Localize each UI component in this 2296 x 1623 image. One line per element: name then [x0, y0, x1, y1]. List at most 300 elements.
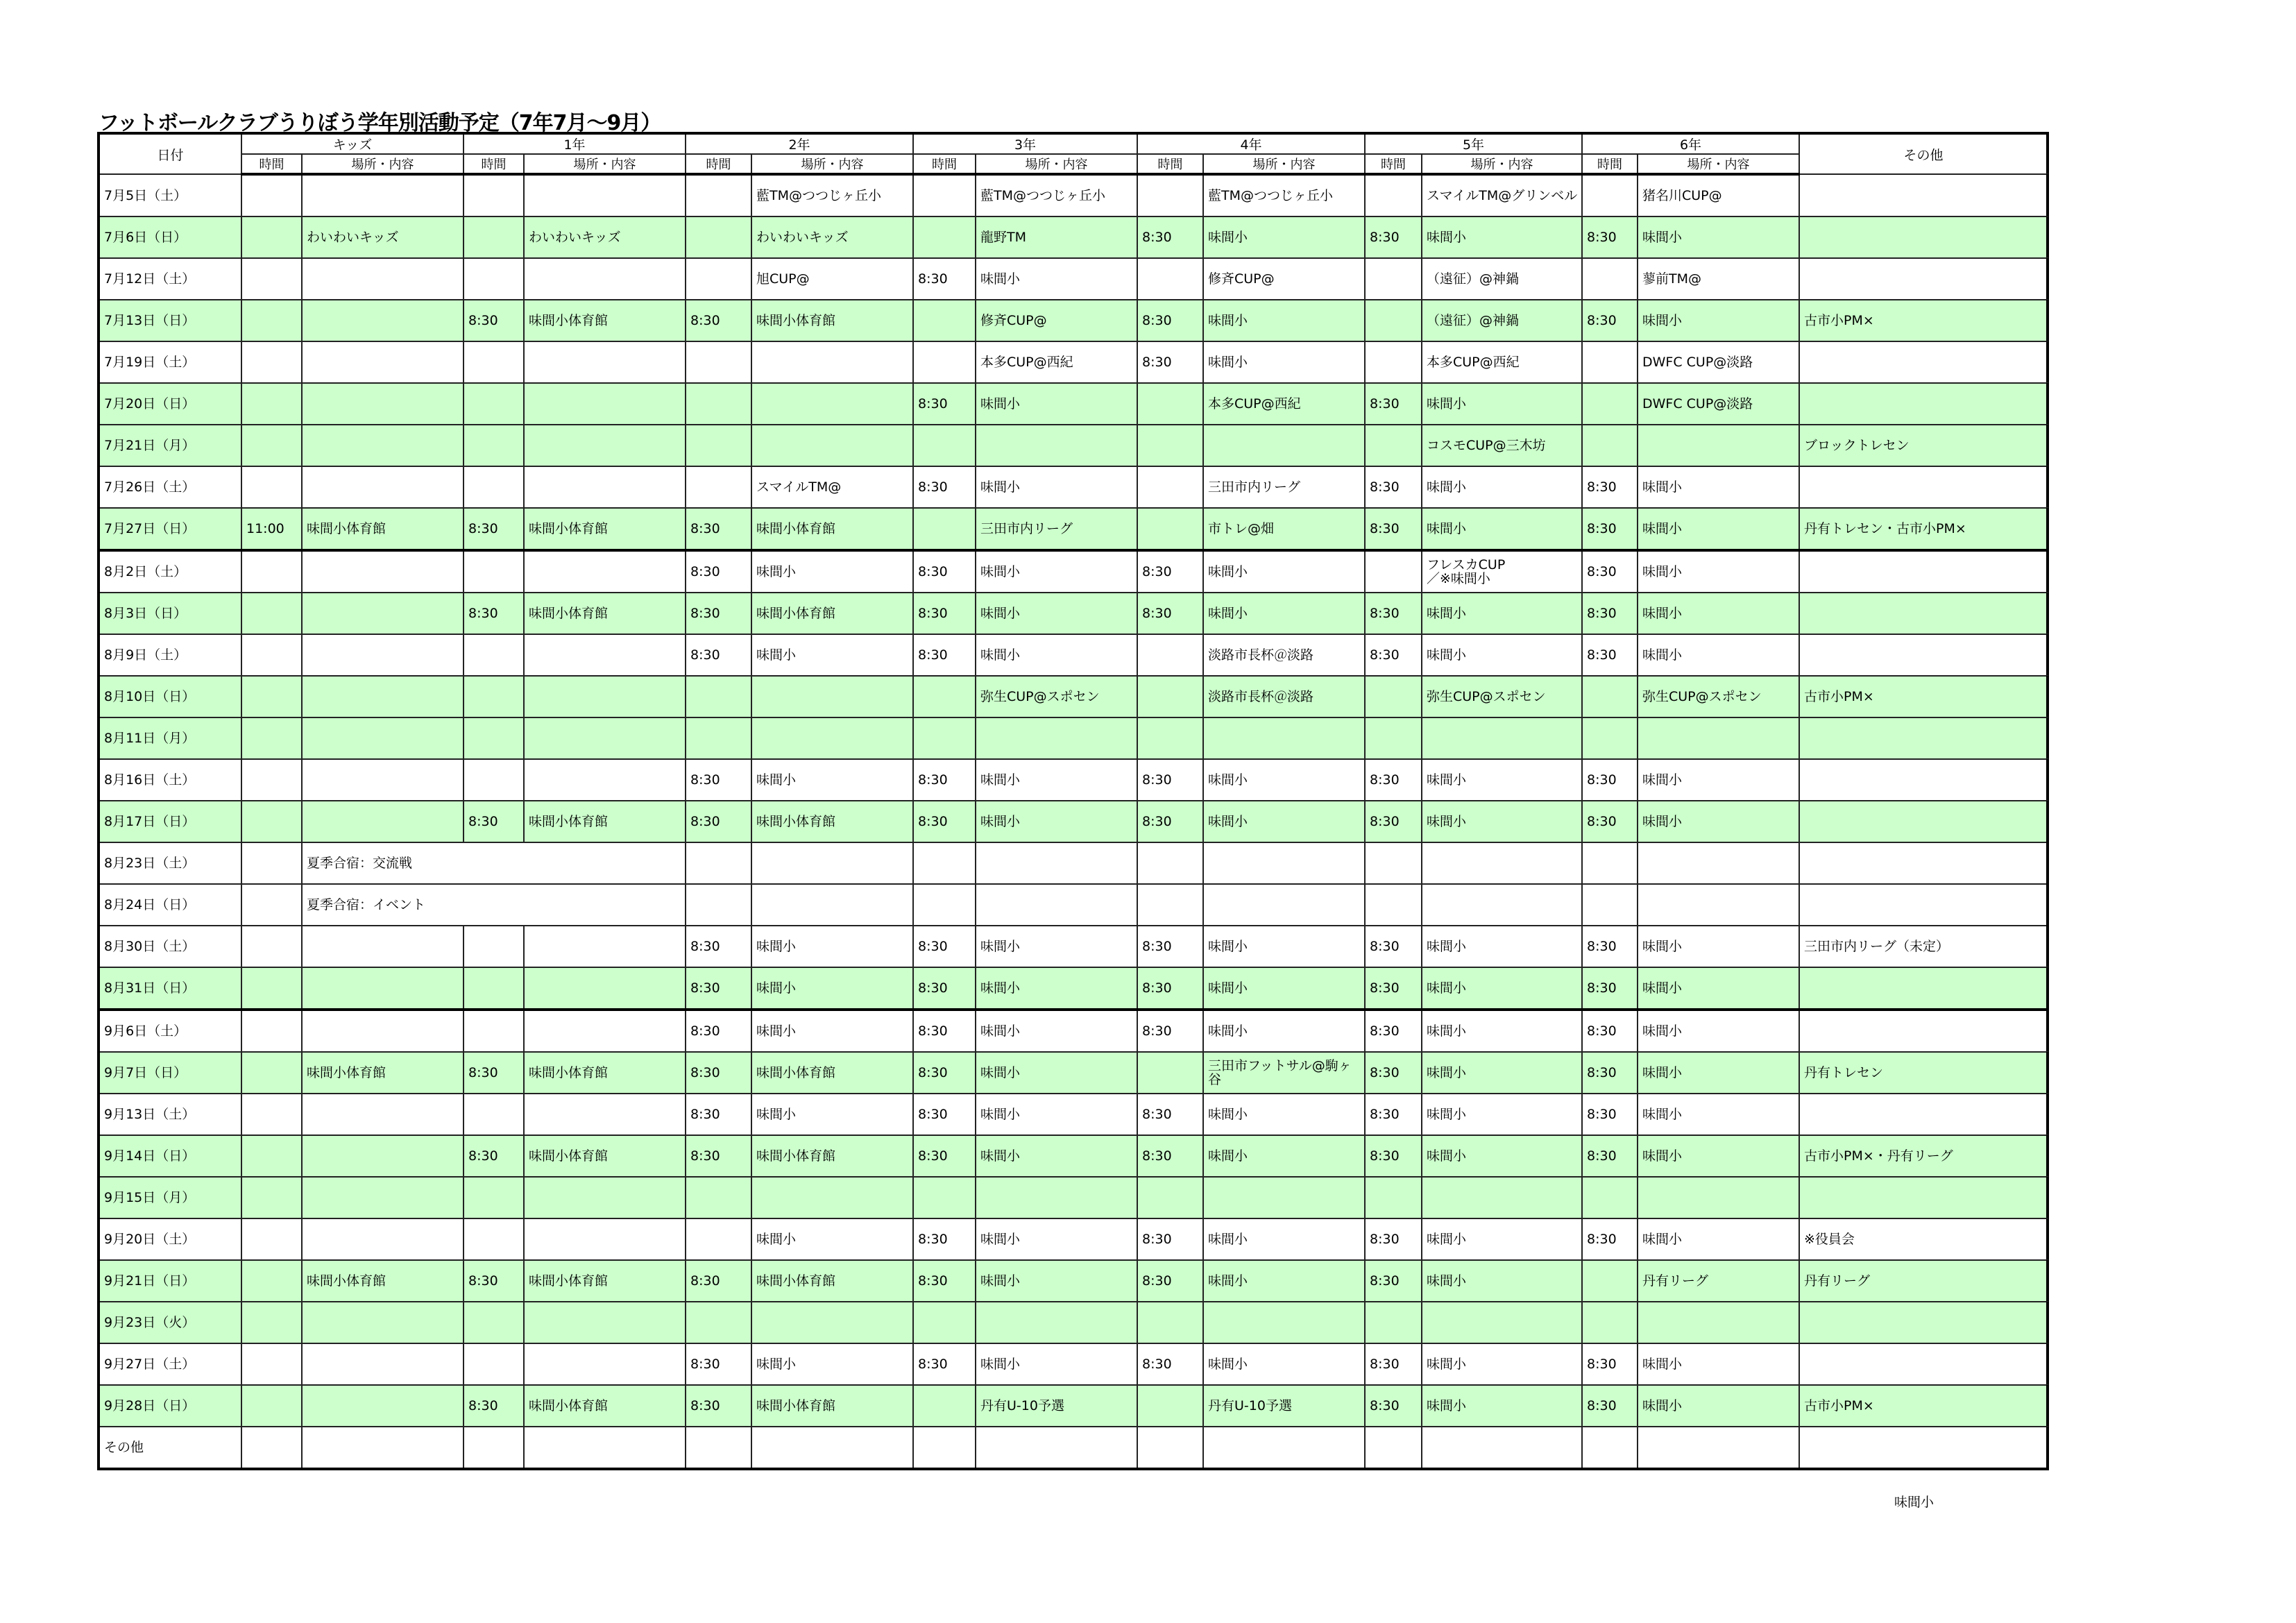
place-cell: [302, 1177, 464, 1218]
time-cell: [1137, 1427, 1203, 1469]
place-cell: 味間小体育館: [751, 1385, 913, 1427]
time-cell: [241, 341, 302, 383]
time-cell: [913, 341, 976, 383]
schedule-row: [99, 717, 2048, 759]
place-cell: 味間小: [976, 593, 1137, 634]
place-cell: 味間小: [1638, 593, 1799, 634]
place-cell: [302, 425, 464, 466]
time-cell: [241, 717, 302, 759]
time-cell: [1365, 1427, 1422, 1469]
time-cell: 8:30: [1365, 801, 1422, 842]
time-cell: [1582, 425, 1638, 466]
place-cell: [524, 926, 686, 967]
time-cell: [1582, 1302, 1638, 1343]
header-other: その他: [1799, 133, 2048, 174]
place-cell: [524, 174, 686, 216]
time-cell: [241, 1302, 302, 1343]
place-cell: [302, 383, 464, 425]
time-cell: 8:30: [1582, 926, 1638, 967]
other-cell: [1799, 1427, 2048, 1469]
place-cell: わいわいキッズ: [751, 216, 913, 258]
place-cell: 味間小: [1638, 1010, 1799, 1052]
time-cell: [686, 383, 751, 425]
time-cell: [1582, 1427, 1638, 1469]
place-cell: [302, 1218, 464, 1260]
place-cell: [751, 425, 913, 466]
date-cell: 9月23日（火）: [99, 1302, 241, 1343]
time-cell: [1365, 425, 1422, 466]
time-cell: 8:30: [1365, 926, 1422, 967]
schedule-row: [99, 341, 2048, 383]
place-cell: 味間小: [1203, 216, 1365, 258]
time-cell: 8:30: [1582, 1343, 1638, 1385]
time-cell: 8:30: [686, 550, 751, 593]
place-cell: 味間小: [1422, 508, 1582, 550]
time-cell: 8:30: [464, 1385, 524, 1427]
header-group-kids: キッズ: [241, 133, 464, 154]
place-cell: 味間小体育館: [751, 1260, 913, 1302]
place-cell: 蓼前TM@: [1638, 258, 1799, 300]
time-cell: [913, 842, 976, 884]
time-cell: [464, 926, 524, 967]
time-cell: 8:30: [1365, 967, 1422, 1010]
time-cell: [241, 1177, 302, 1218]
time-cell: 8:30: [1365, 593, 1422, 634]
time-cell: [464, 1010, 524, 1052]
time-cell: 8:30: [686, 759, 751, 801]
place-cell: 味間小体育館: [751, 300, 913, 341]
time-cell: 8:30: [1582, 1135, 1638, 1177]
time-cell: [464, 676, 524, 717]
place-cell: 味間小: [976, 466, 1137, 508]
place-cell: [751, 842, 913, 884]
other-cell: [1799, 717, 2048, 759]
place-cell: 味間小: [1422, 759, 1582, 801]
place-cell: 味間小: [1638, 1385, 1799, 1427]
time-cell: 8:30: [1365, 466, 1422, 508]
time-cell: [913, 216, 976, 258]
place-cell: [302, 174, 464, 216]
schedule-row: [99, 1094, 2048, 1135]
time-cell: 8:30: [1365, 1260, 1422, 1302]
place-cell: 味間小体育館: [751, 593, 913, 634]
place-cell: 淡路市長杯＠淡路: [1203, 634, 1365, 676]
time-cell: 8:30: [464, 593, 524, 634]
time-cell: [241, 1135, 302, 1177]
place-cell: 味間小: [1422, 1135, 1582, 1177]
other-cell: 丹有トレセン・古市小PM×: [1799, 508, 2048, 550]
place-cell: [302, 300, 464, 341]
place-cell: [524, 676, 686, 717]
date-cell: 7月26日（土）: [99, 466, 241, 508]
time-cell: 8:30: [686, 300, 751, 341]
place-cell: 味間小: [1422, 1218, 1582, 1260]
time-cell: [1365, 341, 1422, 383]
time-cell: [241, 1052, 302, 1094]
date-cell: 8月17日（日）: [99, 801, 241, 842]
place-cell: 味間小: [1203, 1343, 1365, 1385]
time-cell: 8:30: [464, 1135, 524, 1177]
time-cell: [241, 1260, 302, 1302]
time-cell: [241, 801, 302, 842]
place-cell: [524, 341, 686, 383]
schedule-row: [99, 258, 2048, 300]
other-cell: [1799, 1010, 2048, 1052]
time-cell: 8:30: [913, 466, 976, 508]
schedule-row: [99, 967, 2048, 1010]
date-cell: 8月30日（土）: [99, 926, 241, 967]
time-cell: 8:30: [1365, 1343, 1422, 1385]
schedule-row: [99, 1177, 2048, 1218]
time-cell: [686, 717, 751, 759]
time-cell: 8:30: [686, 1010, 751, 1052]
header-place: 場所・内容: [524, 154, 686, 174]
camp-span-cell: 夏季合宿：交流戦: [302, 842, 686, 884]
date-cell: 9月14日（日）: [99, 1135, 241, 1177]
time-cell: 8:30: [1137, 1010, 1203, 1052]
time-cell: [464, 634, 524, 676]
place-cell: [524, 759, 686, 801]
place-cell: [1203, 1302, 1365, 1343]
place-cell: [524, 967, 686, 1010]
place-cell: [1422, 717, 1582, 759]
date-cell: 8月23日（土）: [99, 842, 241, 884]
date-cell: 9月21日（日）: [99, 1260, 241, 1302]
place-cell: [1203, 717, 1365, 759]
time-cell: [1365, 1177, 1422, 1218]
place-cell: [302, 1010, 464, 1052]
place-cell: [751, 717, 913, 759]
time-cell: [686, 1177, 751, 1218]
time-cell: 8:30: [1137, 216, 1203, 258]
time-cell: 8:30: [1582, 1052, 1638, 1094]
place-cell: 淡路市長杯＠淡路: [1203, 676, 1365, 717]
place-cell: [751, 1177, 913, 1218]
place-cell: 味間小体育館: [302, 1260, 464, 1302]
time-cell: [241, 1010, 302, 1052]
time-cell: [1582, 1177, 1638, 1218]
time-cell: 8:30: [1365, 1052, 1422, 1094]
place-cell: [976, 717, 1137, 759]
place-cell: 味間小: [976, 1052, 1137, 1094]
schedule-row: [99, 466, 2048, 508]
time-cell: 8:30: [1137, 1094, 1203, 1135]
time-cell: [1365, 1302, 1422, 1343]
place-cell: 本多CUP@西紀: [976, 341, 1137, 383]
time-cell: [1137, 383, 1203, 425]
time-cell: [1582, 341, 1638, 383]
place-cell: 味間小: [1203, 1135, 1365, 1177]
other-cell: [1799, 216, 2048, 258]
other-cell: [1799, 1177, 2048, 1218]
time-cell: [1582, 717, 1638, 759]
time-cell: [464, 258, 524, 300]
place-cell: 味間小: [1638, 1052, 1799, 1094]
place-cell: 味間小: [1638, 550, 1799, 593]
time-cell: 8:30: [913, 801, 976, 842]
time-cell: 8:30: [1137, 801, 1203, 842]
other-cell: [1799, 593, 2048, 634]
place-cell: 味間小: [1422, 926, 1582, 967]
place-cell: 味間小: [1638, 759, 1799, 801]
time-cell: [1582, 676, 1638, 717]
place-cell: [524, 258, 686, 300]
place-cell: [524, 717, 686, 759]
place-cell: [751, 676, 913, 717]
place-cell: [302, 466, 464, 508]
place-cell: 味間小: [1203, 550, 1365, 593]
header-place: 場所・内容: [1638, 154, 1799, 174]
date-cell: 8月10日（日）: [99, 676, 241, 717]
place-cell: 修斉CUP@: [976, 300, 1137, 341]
schedule-row: [99, 593, 2048, 634]
time-cell: [1137, 1385, 1203, 1427]
time-cell: 8:30: [913, 967, 976, 1010]
other-cell: 古市小PM×・丹有リーグ: [1799, 1135, 2048, 1177]
time-cell: [241, 383, 302, 425]
date-cell: 7月27日（日）: [99, 508, 241, 550]
time-cell: [1365, 717, 1422, 759]
time-cell: [686, 258, 751, 300]
place-cell: 味間小体育館: [751, 1052, 913, 1094]
place-cell: わいわいキッズ: [524, 216, 686, 258]
time-cell: 8:30: [1365, 1094, 1422, 1135]
place-cell: 味間小: [1638, 1343, 1799, 1385]
other-cell: [1799, 466, 2048, 508]
time-cell: 8:30: [1582, 759, 1638, 801]
place-cell: [1422, 1302, 1582, 1343]
time-cell: 8:30: [1582, 466, 1638, 508]
time-cell: [1365, 884, 1422, 926]
place-cell: 味間小: [1638, 1135, 1799, 1177]
other-cell: [1799, 1094, 2048, 1135]
place-cell: 味間小体育館: [524, 1052, 686, 1094]
other-cell: [1799, 801, 2048, 842]
page-title: フットボールクラブうりぼう学年別活動予定（7年7月～9月）: [99, 111, 661, 135]
time-cell: [1137, 425, 1203, 466]
place-cell: 味間小: [1422, 593, 1582, 634]
time-cell: 8:30: [913, 1218, 976, 1260]
place-cell: 味間小: [1422, 383, 1582, 425]
place-cell: [751, 1302, 913, 1343]
time-cell: 8:30: [1137, 550, 1203, 593]
time-cell: [464, 967, 524, 1010]
time-cell: [241, 174, 302, 216]
time-cell: [464, 1343, 524, 1385]
header-group-grade3: 3年: [913, 133, 1137, 154]
time-cell: [686, 466, 751, 508]
place-cell: 味間小体育館: [302, 508, 464, 550]
place-cell: [1638, 1427, 1799, 1469]
place-cell: 味間小: [1638, 466, 1799, 508]
place-cell: 味間小体育館: [524, 1260, 686, 1302]
time-cell: 8:30: [1582, 300, 1638, 341]
time-cell: [1137, 258, 1203, 300]
time-cell: 8:30: [1137, 1260, 1203, 1302]
time-cell: 8:30: [1137, 300, 1203, 341]
place-cell: 味間小: [1203, 1010, 1365, 1052]
time-cell: 8:30: [464, 508, 524, 550]
date-cell: 9月20日（土）: [99, 1218, 241, 1260]
place-cell: 味間小: [1203, 926, 1365, 967]
place-cell: 味間小: [1638, 216, 1799, 258]
time-cell: 8:30: [913, 926, 976, 967]
schedule-row: [99, 926, 2048, 967]
schedule-row: [99, 1302, 2048, 1343]
place-cell: [1203, 425, 1365, 466]
time-cell: 8:30: [913, 383, 976, 425]
place-cell: 味間小: [1422, 1094, 1582, 1135]
place-cell: [524, 1427, 686, 1469]
time-cell: [241, 1094, 302, 1135]
other-cell: 三田市内リーグ（未定）: [1799, 926, 2048, 967]
place-cell: [1203, 1427, 1365, 1469]
place-cell: [1638, 717, 1799, 759]
time-cell: 8:30: [1582, 1094, 1638, 1135]
time-cell: 8:30: [1582, 216, 1638, 258]
date-cell: 7月20日（日）: [99, 383, 241, 425]
time-cell: [1137, 466, 1203, 508]
time-cell: 8:30: [686, 926, 751, 967]
header-place: 場所・内容: [976, 154, 1137, 174]
place-cell: [302, 1302, 464, 1343]
header-time: 時間: [464, 154, 524, 174]
time-cell: [241, 1218, 302, 1260]
time-cell: [464, 717, 524, 759]
place-cell: 味間小: [751, 1010, 913, 1052]
date-cell: 8月11日（月）: [99, 717, 241, 759]
place-cell: 味間小: [1203, 300, 1365, 341]
schedule-row: [99, 1427, 2048, 1469]
schedule-body: [99, 174, 2048, 1469]
place-cell: [302, 634, 464, 676]
place-cell: [1203, 842, 1365, 884]
time-cell: [1137, 634, 1203, 676]
time-cell: [464, 383, 524, 425]
place-cell: [524, 466, 686, 508]
header-group-grade5: 5年: [1365, 133, 1582, 154]
time-cell: 8:30: [1137, 759, 1203, 801]
time-cell: [913, 1385, 976, 1427]
time-cell: [1582, 1260, 1638, 1302]
place-cell: 味間小: [976, 634, 1137, 676]
place-cell: [524, 1177, 686, 1218]
kids-time-cell: [241, 842, 302, 884]
date-cell: 7月6日（日）: [99, 216, 241, 258]
time-cell: [913, 1302, 976, 1343]
time-cell: 8:30: [1582, 1385, 1638, 1427]
time-cell: 8:30: [913, 593, 976, 634]
other-cell: ※役員会: [1799, 1218, 2048, 1260]
place-cell: 味間小: [1638, 300, 1799, 341]
place-cell: 味間小体育館: [524, 300, 686, 341]
date-cell: 8月31日（日）: [99, 967, 241, 1010]
time-cell: [913, 300, 976, 341]
time-cell: [1137, 717, 1203, 759]
place-cell: [976, 425, 1137, 466]
time-cell: [464, 216, 524, 258]
place-cell: [976, 884, 1137, 926]
date-cell: その他: [99, 1427, 241, 1469]
time-cell: [913, 1427, 976, 1469]
place-cell: [1422, 842, 1582, 884]
place-cell: 味間小: [976, 383, 1137, 425]
schedule-row: [99, 842, 2048, 884]
place-cell: 龍野TM: [976, 216, 1137, 258]
place-cell: [302, 967, 464, 1010]
time-cell: 8:30: [1365, 508, 1422, 550]
place-cell: 味間小: [1422, 1052, 1582, 1094]
place-cell: 味間小: [1422, 967, 1582, 1010]
place-cell: 味間小: [751, 634, 913, 676]
place-cell: [751, 383, 913, 425]
place-cell: 味間小: [976, 1094, 1137, 1135]
place-cell: [751, 1427, 913, 1469]
place-cell: 味間小: [976, 1218, 1137, 1260]
header-group-grade4: 4年: [1137, 133, 1365, 154]
time-cell: 8:30: [686, 1135, 751, 1177]
other-cell: 古市小PM×: [1799, 676, 2048, 717]
date-cell: 8月24日（日）: [99, 884, 241, 926]
time-cell: [913, 174, 976, 216]
place-cell: 味間小: [751, 759, 913, 801]
schedule-row: [99, 1260, 2048, 1302]
place-cell: 味間小: [1422, 1343, 1582, 1385]
time-cell: 8:30: [464, 1260, 524, 1302]
place-cell: 市トレ@畑: [1203, 508, 1365, 550]
time-cell: 8:30: [1365, 634, 1422, 676]
time-cell: [1365, 300, 1422, 341]
header-row-sub: [99, 154, 2048, 174]
place-cell: [302, 1094, 464, 1135]
place-cell: 味間小体育館: [524, 801, 686, 842]
time-cell: 8:30: [1582, 967, 1638, 1010]
time-cell: [1137, 842, 1203, 884]
place-cell: 味間小: [1638, 1094, 1799, 1135]
time-cell: [464, 550, 524, 593]
time-cell: 8:30: [1365, 1010, 1422, 1052]
other-cell: 丹有トレセン: [1799, 1052, 2048, 1094]
time-cell: 8:30: [913, 1260, 976, 1302]
place-cell: スマイルTM@グリンベル: [1422, 174, 1582, 216]
header-group-grade2: 2年: [686, 133, 913, 154]
place-cell: [1638, 1302, 1799, 1343]
place-cell: [524, 1302, 686, 1343]
place-cell: 三田市内リーグ: [976, 508, 1137, 550]
place-cell: [302, 1135, 464, 1177]
time-cell: [464, 1427, 524, 1469]
header-time: 時間: [1582, 154, 1638, 174]
other-cell: [1799, 967, 2048, 1010]
place-cell: 味間小: [751, 967, 913, 1010]
time-cell: 8:30: [1582, 1010, 1638, 1052]
time-cell: [686, 1218, 751, 1260]
time-cell: [464, 466, 524, 508]
place-cell: 味間小: [1422, 1010, 1582, 1052]
place-cell: [751, 341, 913, 383]
time-cell: 8:30: [913, 258, 976, 300]
place-cell: [976, 1177, 1137, 1218]
time-cell: [241, 593, 302, 634]
time-cell: 8:30: [686, 1052, 751, 1094]
place-cell: [524, 1010, 686, 1052]
time-cell: 8:30: [1582, 634, 1638, 676]
time-cell: [686, 842, 751, 884]
time-cell: 8:30: [913, 550, 976, 593]
date-cell: 8月3日（日）: [99, 593, 241, 634]
time-cell: [241, 676, 302, 717]
place-cell: [524, 1094, 686, 1135]
